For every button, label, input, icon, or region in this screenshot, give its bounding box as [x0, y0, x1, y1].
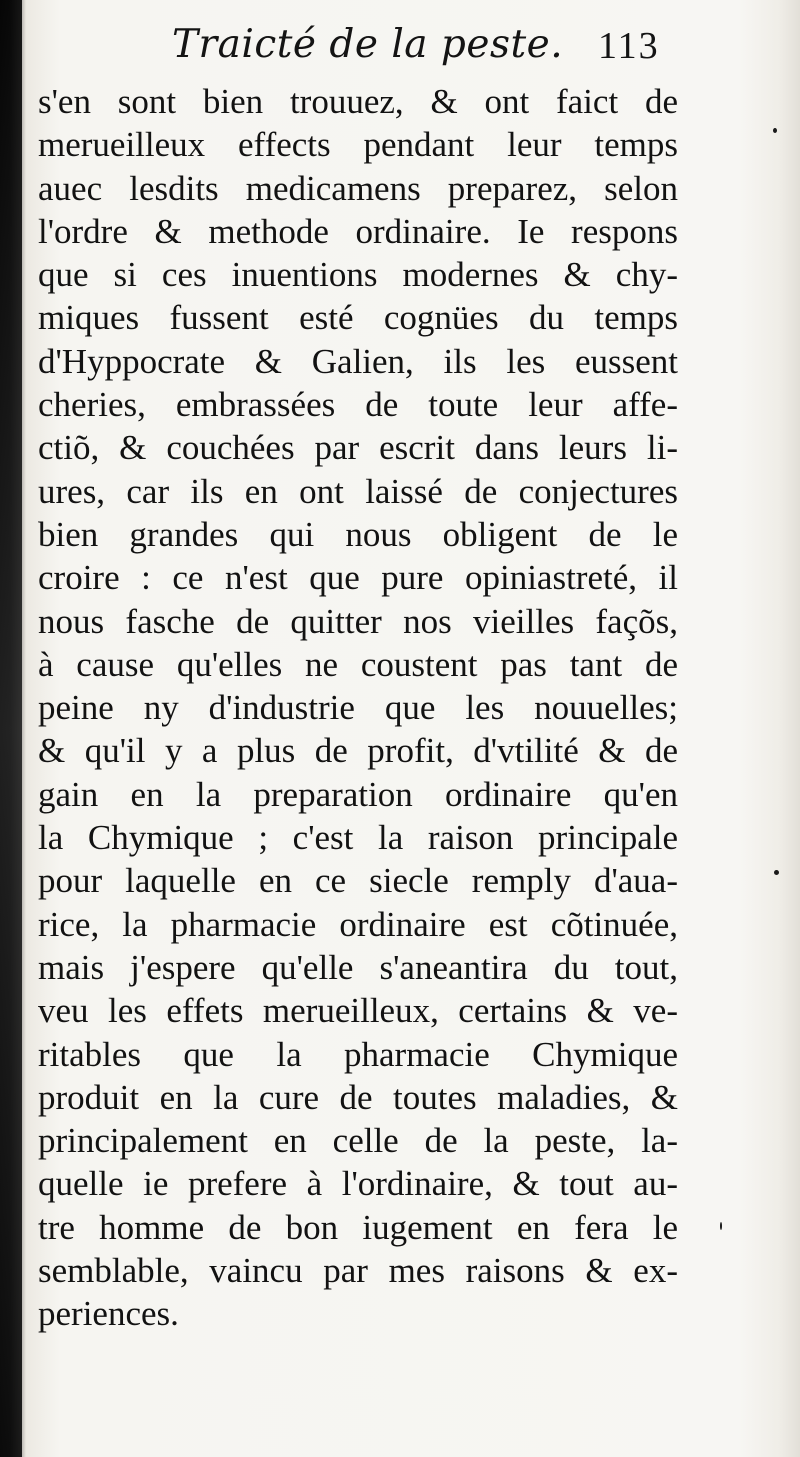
- body-text: [38, 80, 678, 1336]
- text-line: ctiõ, & couchées par escrit dans leurs li-: [38, 428, 678, 468]
- text-line: semblable, vaincu par mes raisons & ex-: [38, 1251, 678, 1291]
- text-line: nous fasche de quitter nos vieilles façõs,: [38, 601, 678, 641]
- text-line: croire : ce n'est que pure opiniastreté, il: [38, 558, 678, 598]
- text-line: bien grandes qui nous obligent de le: [38, 514, 678, 554]
- paper-speck: [720, 1222, 722, 1230]
- text-line: que si ces inuentions modernes & chy-: [38, 255, 678, 295]
- text-line: merueilleux effects pendant leur temps: [38, 125, 678, 165]
- text-line: quelle ie prefere à l'ordinaire, & tout au-: [38, 1164, 678, 1204]
- text-line: d'Hyppocrate & Galien, ils les eussent: [38, 341, 678, 381]
- text-line: veu les effets merueilleux, certains & ve-: [38, 991, 678, 1031]
- text-line: s'en sont bien trouuez, & ont faict de: [38, 82, 678, 121]
- text-line: à cause qu'elles ne coustent pas tant de: [38, 644, 678, 684]
- binding-shadow: [0, 0, 22, 1457]
- paper-speck: [774, 870, 779, 875]
- text-line: ures, car ils en ont laissé de conjectures: [38, 471, 678, 511]
- text-line: & qu'il y a plus de profit, d'vtilité & de: [38, 731, 678, 771]
- text-line: produit en la cure de toutes maladies, &: [38, 1077, 678, 1117]
- text-line: mais j'espere qu'elle s'aneantira du tout,: [38, 947, 678, 987]
- text-line: principalement en celle de la peste, la-: [38, 1121, 678, 1161]
- paper-speck: [773, 128, 777, 133]
- page-header: [40, 14, 680, 74]
- text-line: gain en la preparation ordinaire qu'en: [38, 774, 678, 814]
- text-line: miques fussent esté cognües du temps: [38, 298, 678, 338]
- text-line: peine ny d'industrie que les nouuelles;: [38, 688, 678, 728]
- text-line: pour laquelle en ce siecle remply d'aua-: [38, 861, 678, 901]
- text-line: rice, la pharmacie ordinaire est cõtinuée,: [38, 904, 678, 944]
- text-line: l'ordre & methode ordinaire. Ie respons: [38, 211, 678, 251]
- text-line: la Chymique ; c'est la raison principale: [38, 818, 678, 858]
- text-line: periences.: [38, 1294, 179, 1334]
- page-number: 113: [598, 25, 660, 67]
- running-title: Traicté de la peste.: [172, 22, 564, 67]
- text-line: cheries, embrassées de toute leur affe-: [38, 385, 678, 425]
- text-line: tre homme de bon iugement en fera le: [38, 1207, 678, 1247]
- text-line: ritables que la pharmacie Chymique: [38, 1034, 678, 1074]
- text-line: auec lesdits medicamens preparez, selon: [38, 168, 678, 208]
